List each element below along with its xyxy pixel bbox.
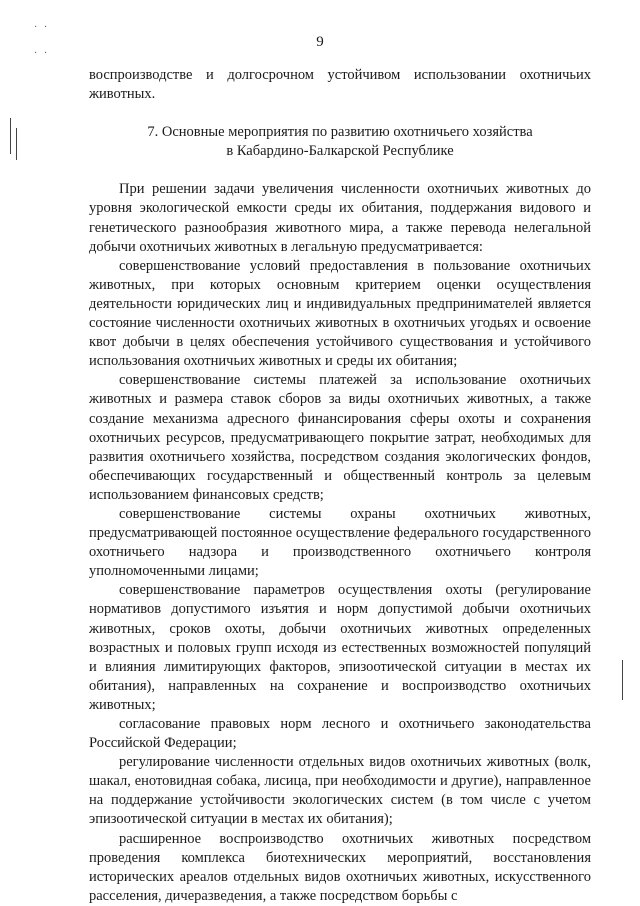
paragraph: согласование правовых норм лесного и охотничьего законодательства Российской Федерации; [89,716,591,752]
paragraph: совершенствование системы платежей за использование охотничьих животных и размера ставок сборов за виды охотничьих животных, а также создание механизма адресного финансирования сферы охоты и сохранения охотничьих ресурсов, предусматривающего покрытие затрат, необходимых для развития охотничьего хозяйства, посредством создания экологических фондов, обеспечивающих государственный и общественный контроль за целевым использованием финансовых средств; [89,372,591,503]
scan-artifact: · · [34,48,50,59]
paragraph: совершенствование системы охраны охотничьих животных, предусматривающей постоянное осуществление федерального государственного охотничьего надзора и производственного охотничьего контроля уполномоченными лицами; [89,505,591,580]
scan-edge-mark [16,128,17,160]
section-title-line2: в Кабардино-Балкарской Республике [226,143,454,160]
scan-edge-mark [622,660,623,700]
page-number: 9 [316,34,324,50]
document-body [89,66,591,906]
paragraph: расширенное воспроизводство охотничьих животных посредством проведения комплекса биотехнических мероприятий, восстановления исторических ареалов отдельных видов охотничьих животных, искусственного расселения, дичеразведения, а также посредством борьбы с [89,830,591,904]
paragraph: совершенствование параметров осуществления охоты (регулирование нормативов допустимого изъятия и норм допустимой добычи охотничьих животных, сроков охоты, добычи охотничьих животных определенных возрастных и половых групп исходя из естественных возможностей популяций и влияния лимитирующих факторов, эпизоотической ситуации в местах их обитания), направленных на сохранение и воспроизводство охотничьих животных; [89,582,591,713]
section-title [89,123,591,161]
scan-edge-mark [10,118,11,154]
scan-artifact: · · [34,22,50,33]
paragraph: регулирование численности отдельных видов охотничьих животных (волк, шакал, енотовидная собака, лисица, при необходимости и другие), направленное на поддержание устойчивости экологических систем (в том числе с учетом эпизоотической ситуации в местах их обитания); [89,754,591,828]
intro-fragment: воспроизводстве и долгосрочном устойчивом использовании охотничьих животных. [89,67,591,103]
section-title-line1: 7. Основные мероприятия по развитию охотничьего хозяйства [147,124,533,141]
paragraph: совершенствование условий предоставления в пользование охотничьих животных, при которых основным критерием оценки осуществления деятельности юридических лиц и индивидуальных предпринимателей является состояние численности охотничьих животных в охотничьих угодьях и освоение квот добычи в целях обеспечения устойчивого существования и устойчивого использования охотничьих животных и среды их обитания; [89,257,591,370]
paragraph: При решении задачи увеличения численности охотничьих животных до уровня экологической емкости среды их обитания, поддержания видового и генетического разнообразия животного мира, а также перевода нелегальной добычи охотничьих животных в легальную предусматривается: [89,181,591,255]
